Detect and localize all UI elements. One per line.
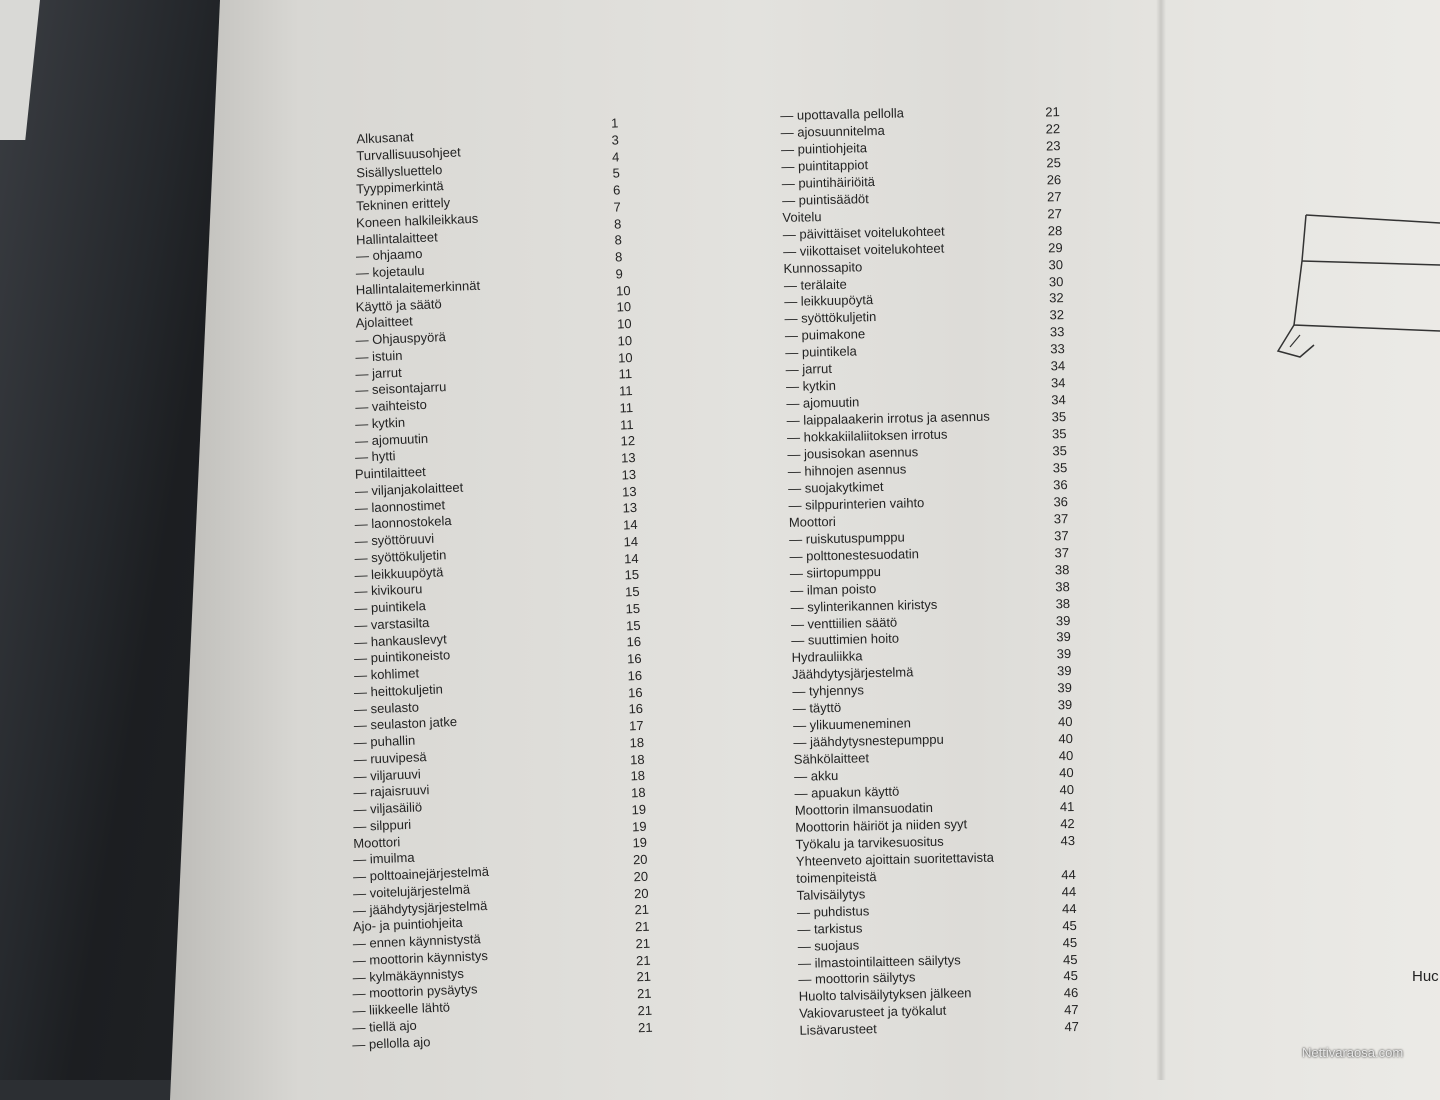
toc-entry-label: — kojetaulu <box>355 262 425 281</box>
toc-entry-page: 38 <box>1055 578 1070 594</box>
toc-entry-page: 23 <box>1045 138 1061 154</box>
toc-entry-page: 25 <box>1046 154 1061 171</box>
toc-entry-page: 47 <box>1064 1019 1080 1035</box>
toc-entry-page: 8 <box>613 215 622 232</box>
toc-entry-page: 18 <box>629 734 645 751</box>
toc-entry-page: 20 <box>632 851 648 868</box>
toc-entry-label: — viikottaiset voitelukohteet <box>783 240 945 259</box>
toc-entry-label: — tiellä ajo <box>352 1017 417 1035</box>
toc-entry-page: 45 <box>1062 951 1078 967</box>
toc-entry-label: — päivittäiset voitelukohteet <box>782 223 945 242</box>
toc-entry-page: 11 <box>618 382 633 399</box>
toc-entry-page: 27 <box>1047 205 1063 222</box>
toc-entry-label: — puintikoneisto <box>353 647 451 667</box>
toc-entry-label: — polttonestesuodatin <box>789 545 920 564</box>
toc-entry-page: 10 <box>616 315 632 332</box>
toc-entry-label: — ruuvipesä <box>353 748 427 767</box>
toc-entry-label: Hallintalaitteet <box>355 228 438 247</box>
toc-entry-page: 22 <box>1045 121 1061 137</box>
toc-entry-page: 45 <box>1062 934 1078 950</box>
toc-entry-label: — tarkistus <box>797 920 863 937</box>
toc-entry-label: — heittokuljetin <box>353 681 444 700</box>
toc-entry-page: 43 <box>1060 832 1076 849</box>
toc-entry-label: Huolto talvisäilytyksen jälkeen <box>798 985 972 1005</box>
toc-entry-page: 41 <box>1059 798 1075 815</box>
toc-entry-page: 18 <box>629 751 645 767</box>
toc-entry-page: 37 <box>1054 544 1070 561</box>
toc-entry-page: 30 <box>1048 256 1064 272</box>
toc-entry-label: — viljanjakolaitteet <box>354 479 464 499</box>
toc-entry-label: Työkalu ja tarvikesuositus <box>795 833 944 852</box>
toc-entry-label: — täyttö <box>792 700 842 717</box>
toc-entry-page: 32 <box>1049 307 1065 323</box>
toc-entry-label: Moottori <box>788 513 836 530</box>
toc-entry-label: — puhdistus <box>796 902 870 920</box>
toc-entry-label: — syöttökuljetin <box>354 547 447 566</box>
toc-entry-label: — ylikuumeneminen <box>792 715 912 734</box>
toc-entry-label: — puintisäädöt <box>781 190 869 208</box>
toc-entry-page: 21 <box>636 968 652 985</box>
toc-entry-label: — imuilma <box>352 849 415 868</box>
toc-entry-label: — laonnostimet <box>354 496 446 516</box>
toc-entry-label: — upottavalla pellolla <box>780 105 905 123</box>
toc-entry-page: 16 <box>627 667 643 684</box>
toc-entry-page: 39 <box>1055 612 1071 628</box>
toc-entry-label: — rajaisruuvi <box>353 782 430 801</box>
toc-entry-page: 30 <box>1048 273 1064 289</box>
toc-entry-label: Tekninen erittely <box>355 194 451 214</box>
toc-entry-page: 35 <box>1051 409 1067 425</box>
toc-entry-page: 15 <box>625 600 641 617</box>
toc-entry-page: 37 <box>1054 527 1069 544</box>
toc-entry-label: — puintikela <box>785 343 857 361</box>
toc-entry-page: 34 <box>1050 375 1066 391</box>
next-page-text-fragment: Huc <box>1412 968 1439 985</box>
toc-entry-label: — Ohjauspyörä <box>355 329 447 348</box>
toc-entry-label: — silppurinterien vaihto <box>788 494 925 513</box>
toc-entry-label: Käyttö ja säätö <box>355 295 442 315</box>
toc-entry-page: 21 <box>634 918 650 935</box>
toc-entry-label: — hokkakiilaliitoksen irrotus <box>786 426 948 445</box>
toc-entry-page: 42 <box>1060 815 1075 832</box>
toc-entry-label: — apuakun käyttö <box>794 783 900 801</box>
toc-entry-page: 26 <box>1046 171 1062 188</box>
toc-entry-page: 21 <box>636 985 652 1002</box>
toc-entry-page: 36 <box>1053 493 1069 510</box>
toc-entry-label: — kylmäkäynnistys <box>352 965 465 985</box>
toc-entry-label: — puhallin <box>353 732 416 750</box>
toc-entry-label: — venttiilien säätö <box>790 614 898 632</box>
toc-entry-page: 13 <box>622 500 638 516</box>
toc-entry-label: Voitelu <box>782 208 822 225</box>
toc-entry-label: Koneen halkileikkaus <box>355 210 479 231</box>
toc-entry-page: 40 <box>1057 714 1073 730</box>
toc-entry-label: — akku <box>794 767 839 784</box>
toc-entry-label: — leikkuupöytä <box>784 292 874 310</box>
toc-entry-label: — ohjaamo <box>355 246 423 264</box>
toc-entry-label: Kunnossapito <box>783 258 863 276</box>
toc-entry-page: 33 <box>1050 341 1065 357</box>
toc-entry-label: — ilmastointilaitteen säilytys <box>797 951 961 971</box>
toc-entry-label: — pellolla ajo <box>352 1033 431 1052</box>
toc-entry-label: — seisontajarru <box>355 379 447 398</box>
toc-entry-page: 16 <box>627 684 643 700</box>
toc-entry-label: Jäähdytysjärjestelmä <box>791 664 914 683</box>
toc-entry-page: 10 <box>617 332 633 349</box>
toc-entry-page: 38 <box>1055 595 1071 611</box>
toc-entry-page: 38 <box>1054 561 1070 577</box>
toc-entry-page: 9 <box>615 266 624 282</box>
toc-entry-label: — silppuri <box>353 816 412 834</box>
toc-entry-label: toimenpiteistä <box>796 868 877 886</box>
toc-entry-page: 39 <box>1056 629 1071 645</box>
toc-entry-page: 11 <box>619 399 634 416</box>
toc-entry-label: Sisällysluettelo <box>356 161 443 180</box>
toc-entry-page: 12 <box>620 433 636 449</box>
machine-drawing-fragment <box>1270 205 1440 365</box>
toc-entry-page: 5 <box>612 165 621 181</box>
toc-entry-page: 13 <box>621 483 637 499</box>
toc-entry-label: — terälaite <box>783 276 847 293</box>
toc-entry-label: — puintitappiot <box>781 157 869 174</box>
toc-entry-label: — hihnojen asennus <box>787 461 907 479</box>
toc-entry-label: — polttoainejärjestelmä <box>352 863 490 885</box>
toc-entry-label: — vaihteisto <box>354 396 428 415</box>
toc-entry-label: — syöttöruuvi <box>354 530 435 549</box>
toc-entry-page: 7 <box>613 199 622 215</box>
toc-entry-label: Alkusanat <box>356 129 414 147</box>
toc-entry-label: — sylinterikannen kiristys <box>790 596 938 615</box>
toc-entry-label: Lisävarusteet <box>799 1021 877 1039</box>
toc-entry-page: 45 <box>1062 917 1077 933</box>
toc-entry-label: — seulaston jatke <box>353 714 458 734</box>
toc-entry-label: — istuin <box>355 347 403 365</box>
toc-entry-label: — kytkin <box>354 414 406 432</box>
toc-entry-page: 21 <box>634 901 650 918</box>
toc-entry-label: — ruiskutuspumppu <box>789 529 905 547</box>
toc-entry-label: Tyyppimerkintä <box>355 178 444 197</box>
toc-entry-page: 1 <box>610 115 619 131</box>
toc-entry-page: 13 <box>621 466 637 483</box>
toc-entry-label: Moottorin ilmansuodatin <box>794 799 934 818</box>
toc-entry-page: 27 <box>1046 188 1062 205</box>
toc-entry-label: — ajosuunnitelma <box>780 122 885 140</box>
toc-entry-page: 19 <box>632 835 648 851</box>
toc-entry-label: — hytti <box>354 448 396 465</box>
toc-entry-page: 45 <box>1063 968 1079 984</box>
toc-entry-label: — varstasilta <box>353 614 430 633</box>
toc-entry-page: 35 <box>1052 443 1068 459</box>
toc-entry-label: — moottorin pysäytys <box>352 981 478 1002</box>
toc-entry-label: — kytkin <box>785 378 836 395</box>
toc-entry-label: — jäähdytysjärjestelmä <box>352 897 488 918</box>
toc-entry-page: 14 <box>623 533 639 550</box>
toc-entry-page: 35 <box>1052 460 1068 476</box>
toc-entry-label: — ajomuutin <box>354 430 429 449</box>
toc-entry-page: 35 <box>1051 426 1067 442</box>
toc-entry-page: 18 <box>630 784 646 801</box>
toc-entry-page: 39 <box>1056 663 1072 679</box>
toc-entry-page: 11 <box>618 366 633 382</box>
toc-entry-page: 16 <box>628 701 644 717</box>
page-fold <box>1156 0 1166 1080</box>
toc-entry-page: 21 <box>635 952 651 968</box>
toc-entry-page: 3 <box>611 132 620 148</box>
toc-entry-label: — jäähdytysnestepumppu <box>793 731 944 750</box>
toc-entry-label: — viljaruuvi <box>353 765 422 784</box>
toc-entry-page: 46 <box>1063 985 1079 1001</box>
toc-entry-page: 40 <box>1058 731 1074 747</box>
toc-entry-page: 39 <box>1056 646 1072 662</box>
toc-entry-page: 15 <box>624 567 640 583</box>
toc-entry-label: — siirtopumppu <box>789 563 882 581</box>
toc-entry-page: 8 <box>614 249 623 265</box>
toc-entry-label: — ajomuutin <box>786 394 860 412</box>
toc-entry-label: — voitelujärjestelmä <box>352 881 471 901</box>
toc-entry-label: Sähkölaitteet <box>793 750 870 767</box>
toc-entry-label: Moottorin häiriöt ja niiden syyt <box>795 816 968 835</box>
toc-entry-label: Yhteenveto ajoittain suoritettavista <box>795 849 995 869</box>
toc-entry-page: 40 <box>1059 781 1075 798</box>
toc-entry-page: 21 <box>635 935 651 952</box>
toc-entry-label: — puintihäiriöitä <box>781 173 876 191</box>
toc-entry-page: 44 <box>1061 900 1077 916</box>
toc-entry-label: — puimakone <box>784 326 866 344</box>
toc-entry-label: — laippalaakerin irrotus ja asennus <box>786 408 990 429</box>
toc-entry-page: 20 <box>633 885 649 901</box>
toc-entry-page: 34 <box>1051 392 1066 408</box>
toc-entry-page: 44 <box>1061 883 1077 899</box>
toc-entry-label: Ajolaitteet <box>355 313 414 331</box>
toc-entry-page: 21 <box>637 1002 653 1018</box>
toc-entry-label: — puintiohjeita <box>780 140 868 157</box>
toc-entry-page: 44 <box>1061 866 1076 883</box>
toc-entry-page: 10 <box>617 349 633 366</box>
toc-entry-page: 10 <box>616 299 632 315</box>
toc-entry-label: Turvallisuusohjeet <box>356 144 461 164</box>
toc-entry-page: 10 <box>615 282 631 299</box>
toc-entry-page: 20 <box>633 868 649 885</box>
toc-entry-page: 14 <box>623 550 639 566</box>
toc-entry-label: — suuttimien hoito <box>791 631 900 649</box>
toc-entry-label: — tyhjennys <box>792 682 865 700</box>
toc-entry-page: 21 <box>1045 104 1060 120</box>
toc-entry-page: 4 <box>611 148 620 165</box>
toc-entry-page: 15 <box>624 583 640 600</box>
toc-entry-page: 40 <box>1058 748 1074 764</box>
toc-entry-page: 8 <box>614 232 623 248</box>
toc-entry-label: — suojakytkimet <box>787 478 884 496</box>
toc-entry-label: — liikkeelle lähtö <box>352 999 451 1019</box>
toc-entry-page: 16 <box>626 634 642 650</box>
toc-entry-label: Moottori <box>352 833 401 851</box>
toc-entry-page: 16 <box>626 650 642 667</box>
toc-entry-page: 34 <box>1050 358 1066 374</box>
toc-entry-label: — suojaus <box>797 937 860 954</box>
toc-entry-label: Hallintalaitemerkinnät <box>355 277 481 298</box>
toc-entry-label: — hankauslevyt <box>353 630 447 650</box>
toc-entry-page: 14 <box>622 516 638 533</box>
toc-entry-page: 36 <box>1052 476 1068 493</box>
toc-entry-label: — leikkuupöytä <box>354 563 444 583</box>
toc-entry-page: 6 <box>612 182 621 198</box>
toc-entry-page: 47 <box>1063 1002 1079 1018</box>
toc-entry-label: — seulasto <box>353 698 420 717</box>
toc-entry-label: — jarrut <box>355 364 402 382</box>
toc-entry-label: Talvisäilytys <box>796 886 866 903</box>
toc-entry-page: 13 <box>620 449 636 466</box>
toc-entry-label: — moottorin käynnistys <box>352 947 489 968</box>
toc-entry-page: 18 <box>630 768 646 784</box>
toc-entry-page: 28 <box>1047 222 1063 239</box>
toc-entry-page: 29 <box>1047 239 1063 256</box>
toc-entry-page: 15 <box>625 617 641 633</box>
toc-entry-page: 11 <box>619 416 634 432</box>
toc-entry-label: — ilman poisto <box>790 580 877 598</box>
watermark: Nettivaraosa.com <box>1302 1045 1404 1060</box>
toc-entry-label: — moottorin säilytys <box>798 969 916 988</box>
toc-entry-label: Hydrauliikka <box>791 648 863 666</box>
toc-entry-page: 39 <box>1057 697 1073 713</box>
toc-entry-page: 19 <box>631 801 647 818</box>
toc-entry-label: — kivikouru <box>354 581 423 600</box>
toc-entry-label: — jarrut <box>785 361 833 378</box>
toc-entry-page: 33 <box>1049 324 1065 340</box>
toc-entry-label: — syöttökuljetin <box>784 309 877 327</box>
toc-entry-label: Puintilaitteet <box>354 463 427 482</box>
toc-entry-label: — puintikela <box>354 598 427 616</box>
toc-entry-page: 32 <box>1049 290 1064 306</box>
toc-entry-label: — kohlimet <box>353 665 420 683</box>
toc-entry-page: 37 <box>1053 510 1069 527</box>
toc-entry-label: Vakiovarusteet ja työkalut <box>798 1003 947 1022</box>
toc-entry-page: 21 <box>637 1019 653 1035</box>
toc-entry-page: 40 <box>1058 765 1074 781</box>
toc-entry-page: 17 <box>628 717 644 734</box>
toc-entry-page: 39 <box>1057 680 1073 696</box>
toc-entry-label: Ajo- ja puintiohjeita <box>352 915 463 935</box>
toc-entry-label: — ennen käynnistystä <box>352 931 481 952</box>
toc-entry-label: — laonnostokela <box>354 513 452 532</box>
toc-entry-label: — jousisokan asennus <box>787 444 919 462</box>
toc-entry-page: 19 <box>631 818 647 834</box>
toc-entry-label: — viljasäiliö <box>353 799 423 818</box>
